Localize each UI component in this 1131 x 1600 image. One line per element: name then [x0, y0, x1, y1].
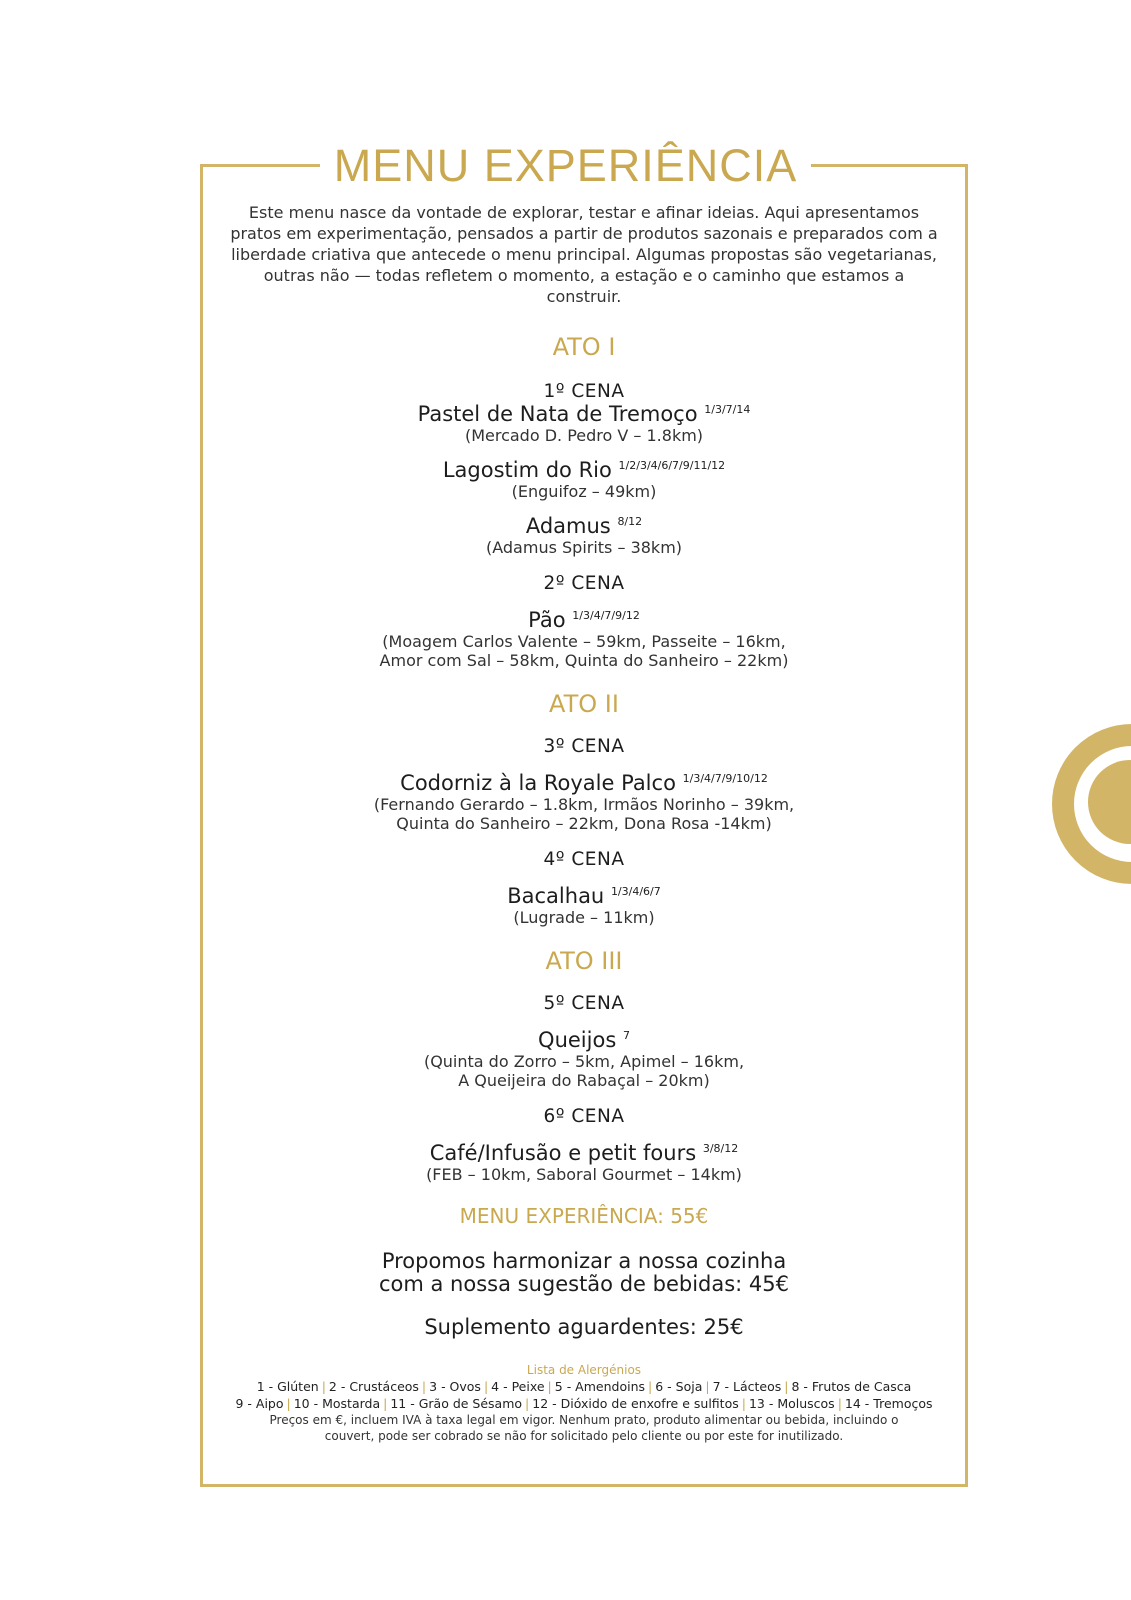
allergen-separator: | [741, 1396, 746, 1411]
dish-name: Pão [528, 608, 566, 632]
dish-item [200, 772, 968, 795]
dish-allergens: 7 [622, 1029, 630, 1042]
dish-name: Adamus [525, 514, 611, 538]
allergen-separator: | [383, 1396, 388, 1411]
allergen-separator: | [784, 1379, 789, 1394]
dish-origin: Quinta do Sanheiro – 22km, Dona Rosa -14km) [396, 814, 772, 833]
allergen-item: 5 - Amendoins [554, 1379, 646, 1394]
act-heading: ATO III [545, 947, 623, 975]
intro-text: Este menu nasce da vontade de explorar, testar e afinar ideias. Aqui apresentamos pratos em experimentação, pensados a partir de produtos sazonais e preparados com a liberdade criativa que antecede o menu principal. Algumas propostas são vegetarianas, outras não — todas refletem o momento, a estação e o caminho que estamos a construir. [230, 203, 938, 306]
dish-origin: (Moagem Carlos Valente – 59km, Passeite – 16km, [382, 632, 786, 651]
allergen-item: 12 - Dióxido de enxofre e sulfitos [532, 1396, 739, 1411]
menu-content [200, 202, 968, 1444]
supplement-price: Suplemento aguardentes: 25€ [424, 1315, 744, 1339]
act-heading: ATO I [552, 333, 616, 361]
act-heading: ATO II [549, 690, 619, 718]
allergen-separator: | [837, 1396, 842, 1411]
dish-name: Bacalhau [507, 884, 605, 908]
pairing-line: Propomos harmonizar a nossa cozinha [381, 1249, 787, 1273]
dish-origin: (Quinta do Zorro – 5km, Apimel – 16km, [423, 1052, 745, 1071]
dish-name: Lagostim do Rio [442, 458, 612, 482]
scene-heading: 3º CENA [543, 736, 625, 757]
allergen-separator: | [547, 1379, 552, 1394]
dish-allergens: 1/2/3/4/6/7/9/11/12 [618, 459, 726, 472]
dish-item [200, 609, 968, 632]
scene-heading: 6º CENA [543, 1106, 625, 1127]
dish-name: Queijos [538, 1028, 617, 1052]
dish-origin: (Mercado D. Pedro V – 1.8km) [464, 426, 704, 445]
allergen-item: 9 - Aipo [235, 1396, 284, 1411]
dish-allergens: 1/3/7/14 [704, 403, 751, 416]
dish-origin: (Enguifoz – 49km) [511, 482, 657, 501]
scene-heading: 4º CENA [543, 849, 625, 870]
allergen-separator: | [525, 1396, 530, 1411]
allergen-item: 13 - Moluscos [748, 1396, 835, 1411]
dish-allergens: 1/3/4/7/9/12 [572, 609, 640, 622]
menu-price: MENU EXPERIÊNCIA: 55€ [459, 1204, 709, 1228]
allergen-list-title: Lista de Alergénios [526, 1363, 642, 1377]
allergen-item: 3 - Ovos [429, 1379, 481, 1394]
allergen-item: 10 - Mostarda [293, 1396, 381, 1411]
dish-origin: (Adamus Spirits – 38km) [485, 538, 683, 557]
legal-line: Preços em €, incluem IVA à taxa legal em vigor. Nenhum prato, produto alimentar ou bebida, incluindo o [269, 1413, 899, 1427]
pairing-line: com a nossa sugestão de bebidas: 45€ [378, 1272, 790, 1296]
scene-heading: 2º CENA [543, 573, 625, 594]
dish-allergens: 1/3/4/7/9/10/12 [682, 772, 768, 785]
allergen-item: 2 - Crustáceos [328, 1379, 419, 1394]
pairing-offer [200, 1250, 968, 1296]
allergen-separator: | [421, 1379, 427, 1394]
legal-notice [234, 1412, 934, 1444]
legal-line: couvert, pode ser cobrado se não for solicitado pelo cliente ou por este for inutilizado. [324, 1429, 844, 1443]
allergen-item: 8 - Frutos de Casca [791, 1379, 912, 1394]
menu-title: MENU EXPERIÊNCIA [0, 139, 1131, 193]
dish-item [200, 459, 968, 482]
dish-origin: (FEB – 10km, Saboral Gourmet – 14km) [426, 1165, 742, 1184]
allergen-list-line [200, 1395, 968, 1412]
dish-allergens: 1/3/4/6/7 [610, 885, 661, 898]
allergen-separator: | [648, 1379, 653, 1394]
dish-name: Café/Infusão e petit fours [429, 1141, 697, 1165]
dish-item [200, 403, 968, 426]
dish-item [200, 885, 968, 908]
allergen-item: 11 - Grão de Sésamo [390, 1396, 523, 1411]
allergen-item: 7 - Lácteos [712, 1379, 782, 1394]
allergen-item: 6 - Soja [655, 1379, 703, 1394]
allergen-list-line [200, 1378, 968, 1395]
allergen-separator: | [286, 1396, 291, 1411]
allergen-item: 14 - Tremoços [844, 1396, 933, 1411]
allergen-item: 4 - Peixe [491, 1379, 545, 1394]
dish-item [200, 1029, 968, 1052]
allergen-separator: | [321, 1379, 326, 1394]
dish-name: Codorniz à la Royale Palco [400, 771, 676, 795]
dish-origin: Amor com Sal – 58km, Quinta do Sanheiro – 22km) [379, 651, 789, 670]
dish-name: Pastel de Nata de Tremoço [417, 402, 698, 426]
dish-item [200, 515, 968, 538]
scene-heading: 5º CENA [543, 993, 625, 1014]
dish-origin: (Lugrade – 11km) [513, 908, 655, 927]
dish-item [200, 1142, 968, 1165]
allergen-item: 1 - Glúten [256, 1379, 319, 1394]
dish-origin: (Fernando Gerardo – 1.8km, Irmãos Norinho – 39km, [373, 795, 795, 814]
dish-allergens: 3/8/12 [702, 1142, 739, 1155]
allergen-separator: | [705, 1379, 710, 1394]
allergen-separator: | [483, 1379, 489, 1394]
dish-origin: A Queijeira do Rabaçal – 20km) [458, 1071, 710, 1090]
dish-allergens: 8/12 [617, 515, 643, 528]
scene-heading: 1º CENA [543, 381, 625, 402]
